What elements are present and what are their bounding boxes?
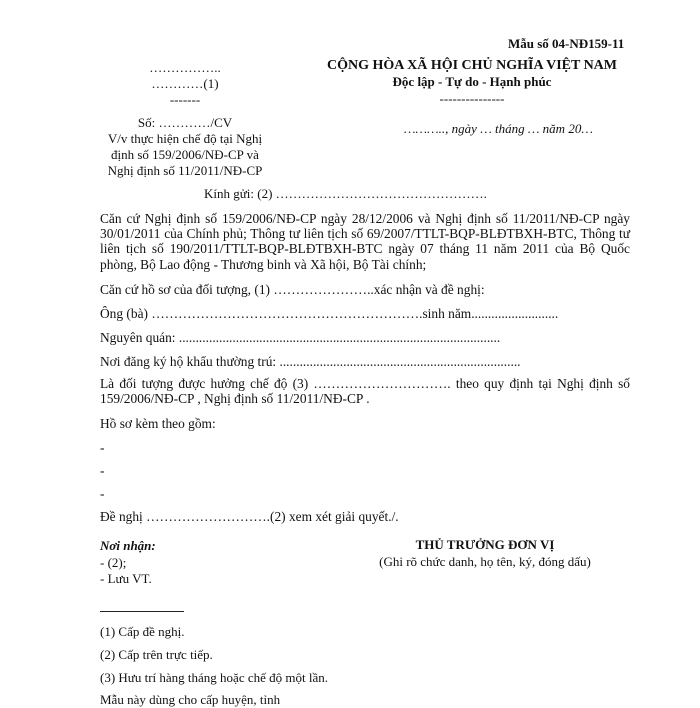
footnote-1: (1) Cấp đề nghị. <box>100 624 185 639</box>
attachments-heading: Hồ sơ kèm theo gồm: <box>100 416 216 431</box>
form-code: Mẫu số 04-NĐ159-11 <box>508 36 625 51</box>
recipient-item: - Lưu VT. <box>100 571 152 586</box>
attachment-item: - <box>100 440 105 455</box>
recipients-label: Nơi nhận: <box>100 538 156 553</box>
signature-title: THỦ TRƯỞNG ĐƠN VỊ <box>415 537 555 552</box>
footnote-divider <box>100 611 184 612</box>
agency-underline: ------- <box>169 92 201 107</box>
agency-name-upper: …………….. <box>149 60 221 75</box>
residence-line: Nơi đăng ký hộ khẩu thường trú: ........................................................................ <box>100 354 521 369</box>
footnote-2: (2) Cấp trên trực tiếp. <box>100 647 213 662</box>
subject-line-3: Nghị định số 11/2011/NĐ-CP <box>107 163 263 178</box>
country-title: CỘNG HÒA XÃ HỘI CHỦ NGHĨA VIỆT NAM <box>326 58 617 73</box>
footnote-4: Mẫu này dùng cho cấp huyện, tỉnh <box>100 692 281 707</box>
hometown-line: Nguyên quán: ................................................................................................ <box>100 330 501 345</box>
place-date: ……….., ngày … tháng … năm 20… <box>404 121 593 136</box>
subject-line-2: định số 159/2006/NĐ-CP và <box>111 147 259 162</box>
legal-basis-paragraph: Căn cứ Nghị định số 159/2006/NĐ-CP ngày 28/12/2006 và Nghị định số 11/2011/NĐ-CP ngày 30/01/2011 của Chính phủ; Thông tư liên tịch số 69/2007/TTLT-BQP-BLĐTBXH-BTC, Thông tư liên tịch số 190/2011/TTLT-BQP-BLĐTBXH-BTC ngày 07 tháng 11 năm 2011 của Bộ Quốc phòng, Bộ Lao động - Thương binh và Xã hội, Bộ Tài chính; <box>100 211 630 272</box>
signature-note: (Ghi rõ chức danh, họ tên, ký, đóng dấu) <box>379 554 591 569</box>
motto: Độc lập - Tự do - Hạnh phúc <box>392 74 552 89</box>
footnote-3: (3) Hưu trí hàng tháng hoặc chế độ một lần. <box>100 670 328 685</box>
attachment-item: - <box>100 486 105 501</box>
recipient-line: Kính gửi: (2) …………………………………………. <box>204 186 487 201</box>
motto-underline: --------------- <box>439 91 505 106</box>
recipient-item: - (2); <box>100 555 127 570</box>
person-line: Ông (bà) …………………………………………………….sinh năm.......................... <box>100 306 559 321</box>
attachment-item: - <box>100 463 105 478</box>
request-line: Đề nghị ……………………….(2) xem xét giải quyết./. <box>100 509 399 524</box>
profile-line: Căn cứ hồ sơ của đối tượng, (1) …………………..xác nhận và đề nghị: <box>100 282 485 297</box>
document-number: Số: …………/CV <box>137 115 233 130</box>
subject-line-1: V/v thực hiện chế độ tại Nghị <box>107 131 263 146</box>
agency-name: …………(1) <box>151 76 219 91</box>
eligibility-paragraph: Là đối tượng được hưởng chế độ (3) …………………………. theo quy định tại Nghị định số 159/2006/NĐ-CP , Nghị định số 11/2011/NĐ-CP . <box>100 376 630 407</box>
